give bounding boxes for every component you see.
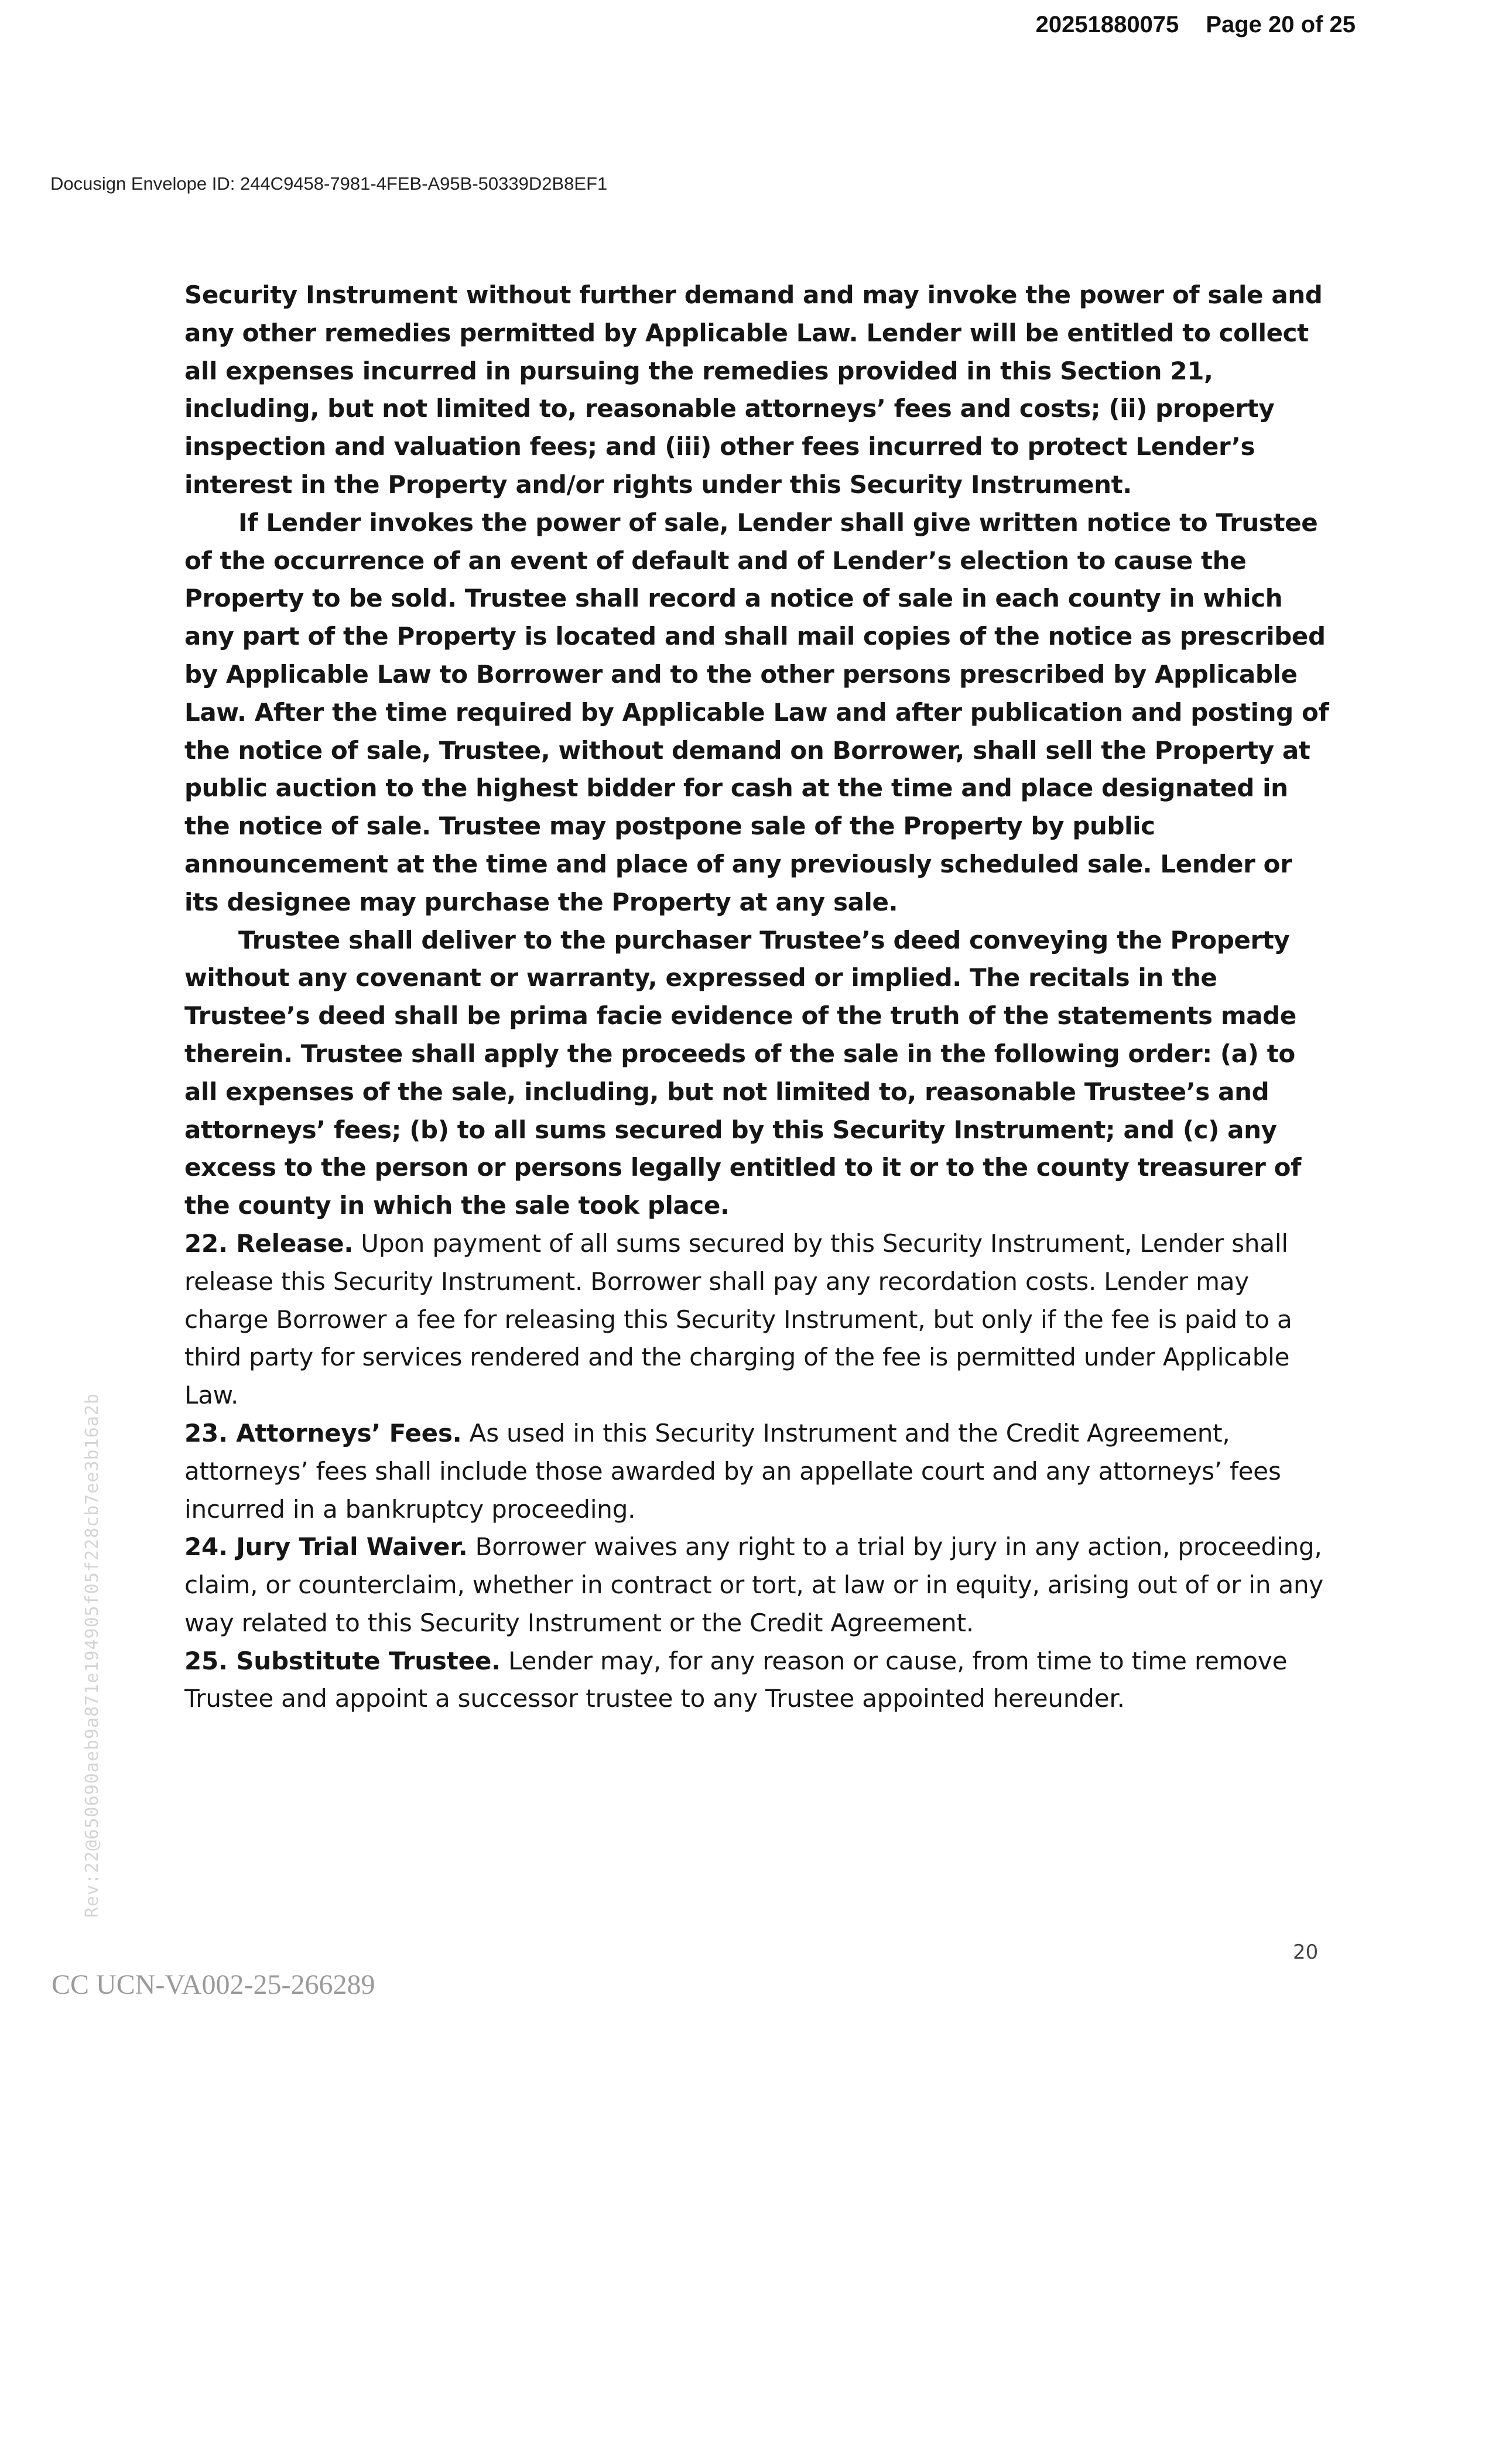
section-text: Upon payment of all sums secured by this Security Instrument, Lender shall release this Security Instrument. Borrower shall pay any recordation costs. Lender may charge Borrower a fee for releasing this Security Instrument, but only if the fee is paid to a third party for services rendered and the charging of the fee is permitted under Applicable Law. — [184, 1228, 1292, 1410]
page-number: 20 — [1293, 1941, 1319, 1964]
docusign-envelope-id: Docusign Envelope ID: 244C9458-7981-4FEB-A95B-50339D2B8EF1 — [50, 173, 608, 194]
section-text: Lender may, for any reason or cause, from time to time remove Trustee and appoint a successor trustee to any Trustee appointed hereunder. — [184, 1646, 1288, 1713]
document-body — [184, 276, 1332, 1718]
section-heading: 24. Jury Trial Waiver. — [184, 1532, 468, 1562]
page-indicator: Page 20 of 25 — [1206, 12, 1356, 37]
section-text: Borrower waives any right to a trial by jury in any action, proceeding, claim, or counterclaim, whether in contract or tort, at law or in equity, arising out of or in any way related to this Security Instrument or the Credit Agreement. — [184, 1532, 1324, 1637]
paragraph-trustee-deed: Trustee shall deliver to the purchaser Trustee’s deed conveying the Property without any covenant or warranty, expressed or implied. The recitals in the Trustee’s deed shall be prima facie evidence of the truth of the statements made therein. Trustee shall apply the proceeds of the sale in the following order: (a) to all expenses of the sale, including, but not limited to, reasonable Trustee’s and attorneys’ fees; (b) to all sums secured by this Security Instrument; and (c) any excess to the person or persons legally entitled to it or to the county treasurer of the county in which the sale took place. — [184, 925, 1301, 1220]
revision-watermark: Rev:22@650690aeb9a871e194905f05f228cb7ee3b16a2b — [82, 1393, 102, 1918]
section-text: As used in this Security Instrument and the Credit Agreement, attorneys’ fees shall include those awarded by an appellate court and any attorneys’ fees incurred in a bankruptcy proceeding. — [184, 1418, 1281, 1524]
section-heading: 25. Substitute Trustee. — [184, 1646, 501, 1675]
recording-header — [1036, 12, 1356, 38]
section-heading: 23. Attorneys’ Fees. — [184, 1418, 462, 1447]
document-number: 20251880075 — [1035, 12, 1179, 37]
section-22-release — [184, 1225, 1332, 1415]
paragraph-remedies: Security Instrument without further demand and may invoke the power of sale and any other remedies permitted by Applicable Law. Lender will be entitled to collect all expenses incurred in pursuing the remedies provided in this Section 21, including, but not limited to, reasonable attorneys’ fees and costs; (ii) property inspection and valuation fees; and (iii) other fees incurred to protect Lender’s interest in the Property and/or rights under this Security Instrument. — [184, 280, 1323, 499]
section-24-jury-trial-waiver — [184, 1528, 1332, 1642]
section-25-substitute-trustee — [184, 1642, 1332, 1719]
paragraph-power-of-sale: If Lender invokes the power of sale, Lender shall give written notice to Trustee of the occurrence of an event of default and of Lender’s election to cause the Property to be sold. Trustee shall record a notice of sale in each county in which any part of the Property is located and shall mail copies of the notice as prescribed by Applicable Law to Borrower and to the other persons prescribed by Applicable Law. After the time required by Applicable Law and after publication and posting of the notice of sale, Trustee, without demand on Borrower, shall sell the Property at public auction to the highest bidder for cash at the time and place designated in the notice of sale. Trustee may postpone sale of the Property by public announcement at the time and place of any previously scheduled sale. Lender or its designee may purchase the Property at any sale. — [184, 508, 1329, 916]
section-23-attorneys-fees — [184, 1415, 1332, 1528]
section-heading: 22. Release. — [184, 1228, 354, 1258]
footer-reference: CC UCN-VA002-25-266289 — [52, 1969, 375, 2000]
